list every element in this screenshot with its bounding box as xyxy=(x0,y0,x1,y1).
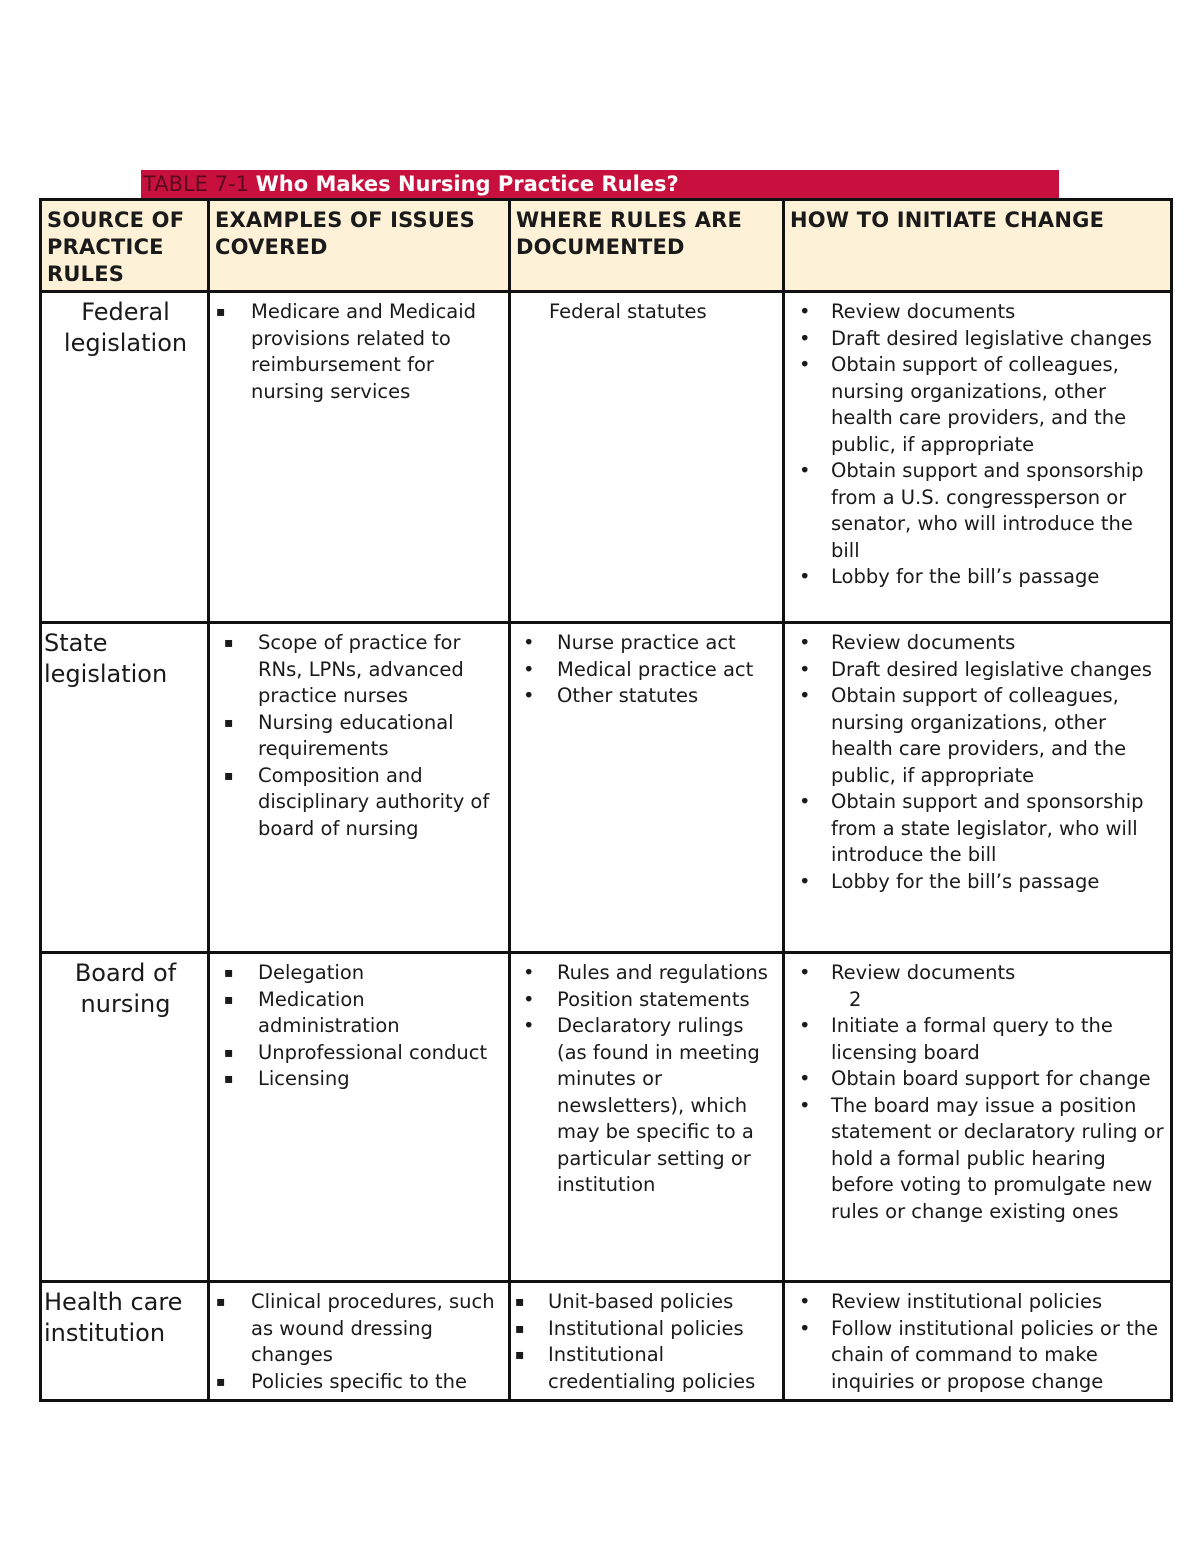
table-number: TABLE 7-1 xyxy=(143,172,249,196)
list-item: • Position statements xyxy=(523,987,750,1011)
list-item: • Lobby for the bill’s passage xyxy=(799,565,1100,588)
list-item: • Follow institutional policies or the chain of command to make inquiries or propose change xyxy=(799,1316,1159,1393)
examples-cell xyxy=(209,1282,510,1401)
list-item: • Medical practice act xyxy=(523,657,754,681)
header-row xyxy=(41,200,1172,292)
list-item: • Obtain support of colleagues, nursing organizations, other health care providers, and the public, if appropriate xyxy=(799,353,1127,456)
list-item: • Obtain board support for change xyxy=(799,1067,1151,1090)
source-cell: State legislation xyxy=(41,623,209,953)
list-item: ▪ Medication administration xyxy=(224,987,400,1037)
where-cell xyxy=(510,953,784,1282)
list-item: • Draft desired legislative changes xyxy=(799,326,1152,350)
how-cell xyxy=(784,953,1172,1282)
examples-cell xyxy=(209,953,510,1282)
table-row xyxy=(41,292,1172,623)
page-number: 2 xyxy=(849,987,862,1011)
header-where: WHERE RULES ARE DOCUMENTED xyxy=(510,200,784,292)
table-row xyxy=(41,1282,1172,1401)
where-text: Federal statutes xyxy=(549,300,707,323)
how-cell xyxy=(784,292,1172,623)
list-item: • Other statutes xyxy=(523,684,699,707)
examples-cell xyxy=(209,623,510,953)
list-item: • Initiate a formal query to the licensing board xyxy=(799,1014,1113,1064)
list-item: ▪ Institutional credentialing policies xyxy=(515,1343,756,1393)
list-item: • Draft desired legislative changes xyxy=(799,657,1152,681)
how-cell xyxy=(784,1282,1172,1401)
list-item: ▪ Medicare and Medicaid provisions related to reimbursement for nursing services xyxy=(216,300,477,403)
list-item: ▪ Scope of practice for RNs, LPNs, advanced practice nurses xyxy=(224,631,464,707)
list-item: ▪ Composition and disciplinary authority of board of nursing xyxy=(224,763,490,840)
table-title xyxy=(141,170,1059,198)
list-item: • Obtain support and sponsorship from a U.S. congressperson or senator, who will introduce the bill xyxy=(799,459,1144,562)
list-item: • Declaratory rulings (as found in meeting minutes or newsletters), which may be specific to a particular setting or institution xyxy=(523,1014,760,1196)
header-source: SOURCE OF PRACTICE RULES xyxy=(41,200,209,292)
list-item: • Obtain support and sponsorship from a state legislator, who will introduce the bill xyxy=(799,790,1144,866)
source-cell: Board of nursing xyxy=(41,953,209,1282)
source-cell: Health care institution xyxy=(41,1282,209,1401)
table-row xyxy=(41,623,1172,953)
how-cell xyxy=(784,623,1172,953)
list-item: • Lobby for the bill’s passage xyxy=(799,869,1100,893)
list-item: ▪ Policies specific to the xyxy=(216,1369,467,1393)
list-item: • Rules and regulations xyxy=(523,961,768,984)
table-row xyxy=(41,953,1172,1282)
list-item: ▪ Licensing xyxy=(224,1067,350,1090)
list-item: • The board may issue a position statement or declaratory ruling or hold a formal public hearing before voting to promulgate new rules or change existing ones xyxy=(799,1093,1164,1223)
header-examples: EXAMPLES OF ISSUES COVERED xyxy=(209,200,510,292)
list-item: • Review documents xyxy=(799,631,1016,654)
list-item: • Obtain support of colleagues, nursing organizations, other health care providers, and the public, if appropriate xyxy=(799,684,1127,787)
practice-rules-table xyxy=(39,198,1173,1402)
list-item: ▪ Clinical procedures, such as wound dressing changes xyxy=(216,1290,495,1366)
list-item: • Nurse practice act xyxy=(523,631,736,654)
list-item: • Review documents xyxy=(799,961,1016,984)
examples-cell xyxy=(209,292,510,623)
where-cell xyxy=(510,292,784,623)
list-item: ▪ Institutional policies xyxy=(515,1316,744,1340)
list-item: ▪ Unit-based policies xyxy=(515,1290,734,1313)
list-item: • Review institutional policies xyxy=(799,1290,1103,1313)
list-item: ▪ Delegation xyxy=(224,961,365,984)
table-caption: Who Makes Nursing Practice Rules? xyxy=(255,172,679,196)
list-item: ▪ Nursing educational requirements xyxy=(224,710,454,760)
list-item: ▪ Unprofessional conduct xyxy=(224,1040,488,1064)
list-item: • Review documents xyxy=(799,300,1016,323)
where-cell xyxy=(510,1282,784,1401)
where-cell xyxy=(510,623,784,953)
header-how: HOW TO INITIATE CHANGE xyxy=(784,200,1172,292)
source-cell: Federal legislation xyxy=(41,292,209,623)
